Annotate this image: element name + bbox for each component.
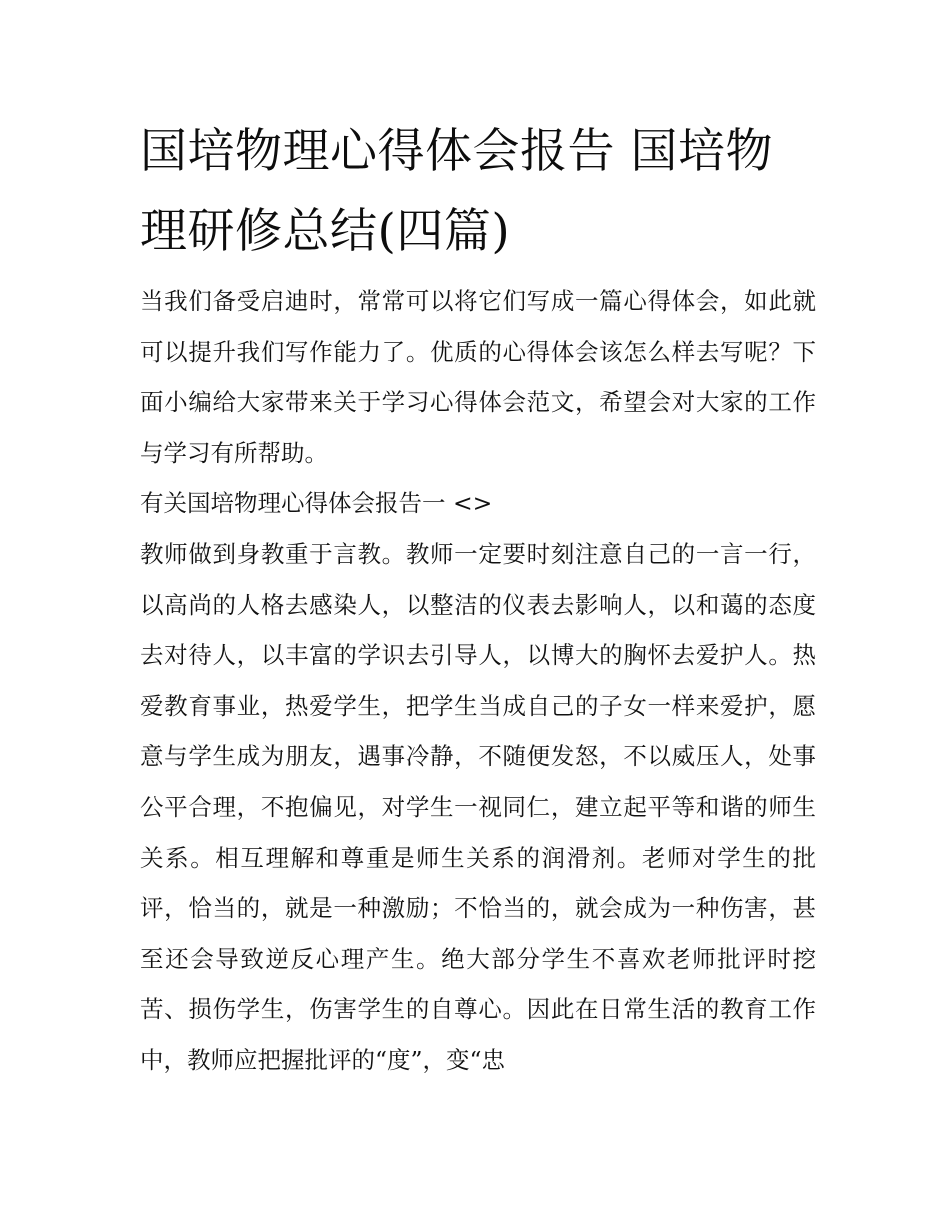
section-heading: 有关国培物理心得体会报告一 <> [140,489,493,518]
intro-paragraph: 当我们备受启迪时，常常可以将它们写成一篇心得体会，如此就可以提升我们写作能力了。优质的心得体会该怎么样去写呢？下面小编给大家带来关于学习心得体会范文，希望会对大家的工作与学习有所帮助。 [140,287,816,467]
document-body [140,276,816,1086]
body-paragraph: 教师做到身教重于言教。教师一定要时刻注意自己的一言一行，以高尚的人格去感染人，以整洁的仪表去影响人，以和蔼的态度去对待人，以丰富的学识去引导人，以博大的胸怀去爱护人。热爱教育事业，热爱学生，把学生当成自己的子女一样来爱护，愿意与学生成为朋友，遇事冷静，不随便发怒，不以威压人，处事公平合理，不抱偏见，对学生一视同仁，建立起平等和谐的师生关系。相互理解和尊重是师生关系的润滑剂。老师对学生的批评，恰当的，就是一种激励；不恰当的，就会成为一种伤害，甚至还会导致逆反心理产生。绝大部分学生不喜欢老师批评时挖苦、损伤学生，伤害学生的自尊心。因此在日常生活的教育工作中，教师应把握批评的“度”，变“忠 [140,539,816,1074]
document-title: 国培物理心得体会报告 国培物理研修总结(四篇) [140,124,773,259]
